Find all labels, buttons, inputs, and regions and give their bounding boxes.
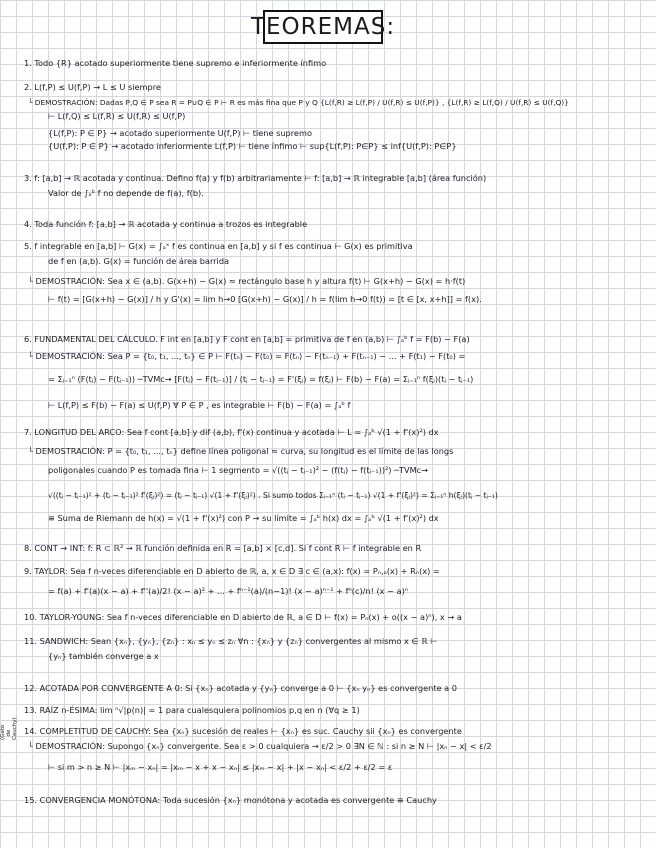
theorem-14: 14. COMPLETITUD DE CAUCHY: Sea {xₙ} sucesión de reales ⊢ {xₙ} es suc. Cauchy sii {xₙ} es convergente bbox=[24, 726, 462, 736]
theorem-9-line: = f(a) + f'(a)(x − a) + f''(a)/2! (x − a)² + ... + fⁿ⁻¹(a)/(n−1)! (x − a)ⁿ⁻¹ + fⁿ(c)/n! (x − a)ⁿ bbox=[48, 586, 409, 596]
theorem-2: 2. L(f,P) ≤ U(f,P) → L ≤ U siempre bbox=[24, 82, 161, 92]
theorem-7: 7. LONGITUD DEL ARCO: Sea f cont [a,b] y dif (a,b), f'(x) continua y acotada ⊢ L = ∫ₐᵇ √(1 + f'(x)²) dx bbox=[24, 427, 439, 437]
margin-note: (Gato de Cauchy) bbox=[0, 717, 18, 740]
theorem-5-proof: └ DEMOSTRACIÓN: Sea x ∈ (a,b). G(x+h) − G(x) ≈ rectángulo base h y altura f(t) ⊢ G(x+h) − G(x) = h·f(t) bbox=[28, 276, 466, 286]
theorem-2-proof-line: {L(f,P): P ∈ P} → acotado superiormente U(f,P) ⊢ tiene supremo bbox=[48, 128, 312, 138]
theorem-6-proof-line: ⊢ L(f,P) ≤ F(b) − F(a) ≤ U(f,P) ∀ P ∈ P , es integrable ⊢ F(b) − F(a) = ∫ₐᵇ f bbox=[48, 400, 351, 410]
theorem-11-line: {yₙ} también converge a x bbox=[48, 651, 159, 661]
theorem-7-proof-line: poligonales cuando P es tomada fina ⊢ 1 segmento = √((tⱼ − tⱼ₋₁)² − (f(tⱼ) − f(tⱼ₋₁))²) ─TVMc→ bbox=[48, 465, 429, 475]
theorem-7-proof-line: ≡ Suma de Riemann de h(x) = √(1 + f'(x)²) con P → su límite = ∫ₐᵇ h(x) dx = ∫ₐᵇ √(1 + f'(x)²) dx bbox=[48, 513, 439, 523]
theorem-6-proof: └ DEMOSTRACIÓN: Sea P = {t₀, t₁, ..., tₙ} ∈ P ⊢ F(tₙ) − F(t₀) = F(tₙ) − F(tₙ₋₁) + F(tₙ₋₁) − ... + F(t₁) − F(t₀) = bbox=[28, 351, 466, 361]
theorem-12: 12. ACOTADA POR CONVERGENTE A 0: Si {xₙ} acotada y {yₙ} converge a 0 ⊢ {xₙ yₙ} es convergente a 0 bbox=[24, 683, 457, 693]
theorem-6: 6. FUNDAMENTAL DEL CÁLCULO. F int en [a,b] y F cont en [a,b] = primitiva de f en (a,b) ⊢ ∫ₐᵇ f = F(b) − F(a) bbox=[24, 334, 470, 344]
theorem-2-proof-line: {U(f,P): P ∈ P} → acotado inferiormente L(f,P) ⊢ tiene ínfimo ⊢ sup{L(f,P): P∈P} ≤ inf{U(f,P): P∈P} bbox=[48, 141, 457, 151]
page-title: TEOREMAS: bbox=[263, 10, 383, 44]
theorem-6-proof-line: = Σⱼ₌₁ⁿ (F(tⱼ) − F(tⱼ₋₁)) ─TVMc→ [F(tⱼ) − F(tⱼ₋₁)] / (tⱼ − tⱼ₋₁) = F'(ξⱼ) = f(ξⱼ) ⊢ F(b) − F(a) = Σⱼ₌₁ⁿ f(ξⱼ)(tⱼ − tⱼ₋₁) bbox=[48, 374, 474, 384]
theorem-5-proof-line: ⊢ f(t) = [G(x+h) − G(x)] / h y G'(x) = lim h→0 [G(x+h) − G(x)] / h = f(lim h→0 f(t)) = [t ∈ [x, x+h]] = f(x). bbox=[48, 294, 482, 304]
theorem-9: 9. TAYLOR: Sea f n-veces diferenciable en D abierto de ℝ, a, x ∈ D ∃ c ∈ (a,x): f(x) = Pₙ,ₐ(x) + Rₙ(x) = bbox=[24, 566, 440, 576]
theorem-15: 15. CONVERGENCIA MONÓTONA: Toda sucesión {xₙ} monótona y acotada es convergente ≡ Cauchy bbox=[24, 795, 437, 805]
theorem-14-proof-line: ⊢ si m > n ≥ N ⊢ |xₘ − xₙ| = |xₘ − x + x − xₙ| ≤ |xₘ − x| + |x − xₙ| < ε/2 + ε/2 = ε bbox=[48, 762, 393, 772]
theorem-7-proof: └ DEMOSTRACIÓN: P = {t₀, t₁, ..., tₙ} define línea poligonal ≈ curva, su longitud es el límite de las longs bbox=[28, 446, 454, 456]
theorem-13: 13. RAÍZ n-ÉSIMA: lim ⁿ√|p(n)| = 1 para cualesquiera polinomios p,q en n (∀q ≥ 1) bbox=[24, 705, 360, 715]
theorem-2-proof: └ DEMOSTRACIÓN: Dadas P,Q ∈ P sea R = P∪Q ∈ P ⊢ R es más fina que P y Q {L(f,R) ≥ L(f,P) / U(f,R) ≤ U(f,P)} , {L(f,R) ≥ L(f,Q) / U(f,R) ≤ U(f,Q)} bbox=[28, 98, 569, 107]
theorem-3: 3. f: [a,b] → ℝ acotada y continua. Defino f(a) y f(b) arbitrariamente ⊢ f: [a,b] → ℝ integrable [a,b] (área función) bbox=[24, 173, 487, 183]
theorem-7-proof-line: √((tⱼ − tⱼ₋₁)² + (tⱼ − tⱼ₋₁)² f'(ξⱼ)²) = (tⱼ − tⱼ₋₁) √(1 + f'(ξⱼ)²) . Si sumo todos Σⱼ₌₁ⁿ (tⱼ − tⱼ₋₁) √(1 + f'(ξⱼ)²) = Σⱼ₌₁ⁿ h(ξⱼ)(tⱼ − tⱼ₋₁) bbox=[48, 491, 498, 500]
theorem-4: 4. Toda función f: [a,b] → ℝ acotada y continua a trozos es integrable bbox=[24, 219, 308, 229]
theorem-14-proof: └ DEMOSTRACIÓN: Supongo {xₙ} convergente. Sea ε > 0 cualquiera → ε/2 > 0 ∃N ∈ ℕ : si n ≥ N ⊢ |xₙ − x| < ε/2 bbox=[28, 741, 492, 751]
theorem-2-proof-line: ⊢ L(f,Q) ≤ L(f,R) ≤ U(f,R) ≤ U(f,P) bbox=[48, 111, 186, 121]
theorem-11: 11. SANDWICH: Sean {xₙ}, {yₙ}, {zₙ} : xₙ ≤ yₙ ≤ zₙ ∀n : {xₙ} y {zₙ} convergentes al mismo x ∈ ℝ ⊢ bbox=[24, 636, 438, 646]
theorem-8: 8. CONT → INT: f: R ⊂ ℝ² → ℝ función definida en R = [a,b] × [c,d]. Si f cont R ⊢ f integrable en R bbox=[24, 543, 422, 553]
theorem-5-line: de f en (a,b). G(x) = función de área barrida bbox=[48, 256, 230, 266]
theorem-10: 10. TAYLOR-YOUNG: Sea f n-veces diferenciable en D abierto de ℝ, a ∈ D ⊢ f(x) = Pₙ(x) + o((x − a)ⁿ), x → a bbox=[24, 612, 462, 622]
theorem-5: 5. f integrable en [a,b] ⊢ G(x) = ∫ₐˣ f es continua en [a,b] y si f es continua ⊢ G(x) es primitiva bbox=[24, 241, 413, 251]
theorem-1: 1. Todo {R} acotado superiormente tiene supremo e inferiormente ínfimo bbox=[24, 58, 327, 68]
theorem-3-line: Valor de ∫ₐᵇ f no depende de f(a), f(b). bbox=[48, 188, 204, 198]
